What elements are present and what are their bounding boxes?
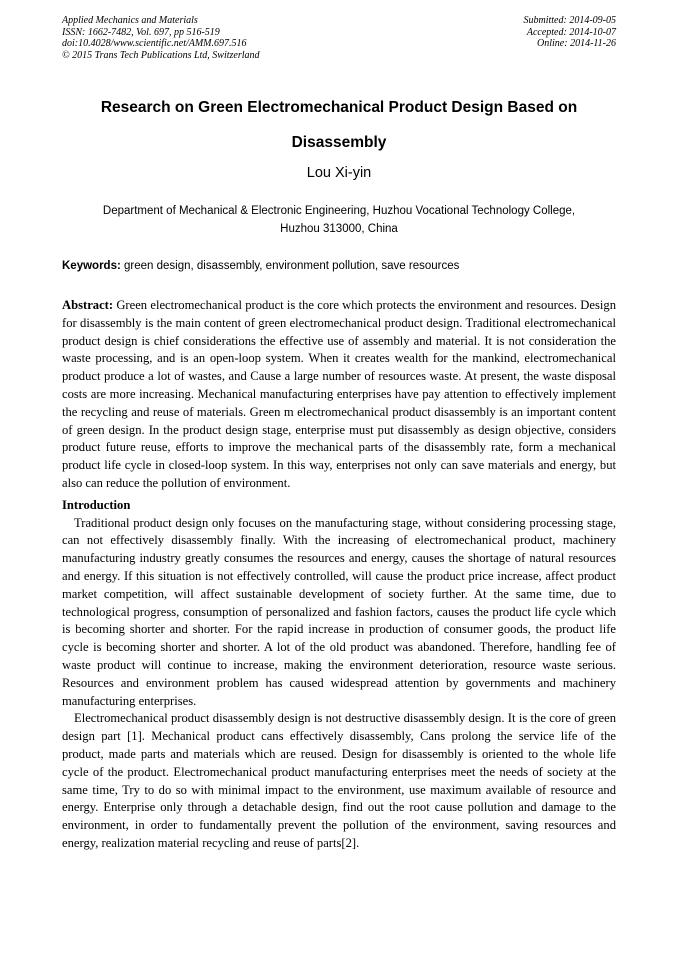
- affiliation: [62, 202, 616, 238]
- doi-line: doi:10.4028/www.scientific.net/AMM.697.516: [62, 38, 247, 49]
- title-line-1: Research on Green Electromechanical Product Design Based on: [100, 99, 578, 116]
- abstract-label: Abstract:: [62, 298, 114, 312]
- online-date: Online: 2014-11-26: [537, 38, 616, 49]
- publication-dates: [524, 15, 617, 50]
- abstract: [62, 297, 616, 493]
- title-line-2: Disassembly: [291, 134, 387, 151]
- publication-info: [62, 15, 260, 61]
- intro-paragraph-2: Electromechanical product disassembly design is not destructive disassembly design. It is the core of green design part [1]. Mechanical product cans effectively disassembly, Cans prolong the service life of the product, made parts and materials which are reused. Design for disassembly is oriented to the whole life cycle of the product. Electromechanical product manufacturing enterprises meet the needs of society at the same time, Try to do so with minimal impact to the environment, use maximum available of resource and energy. Enterprise only through a detachable design, find out the root cause pollution and damage to the environment, in order to fundamentally prevent the pollution of the environment, saving resources and energy, realization material recycling and reuse of parts[2].: [62, 711, 616, 850]
- intro-paragraph-1: Traditional product design only focuses on the manufacturing stage, without considering processing stage, can not effectively disassembly finally. With the increasing of electromechanical product, machinery manufacturing industry greatly consumes the resources and energy, causes the shortage of natural resources and energy. If this situation is not effectively controlled, will cause the product price increase, affect product market competition, will affect sustainable development of society further. At the same time, due to technological progress, consumption of personalized and fashion factors, causes the product life cycle which is becoming shorter and shorter. For the rapid increase in production of consumer goods, the product life cycle is becoming shorter and shorter. A lot of the old product was abandoned. Therefore, handling fee of waste product will continue to increase, making the environment deterioration, resource waste serious. Resources and environment problem has caused widespread attention by governments and machinery manufacturing enterprises.: [62, 515, 616, 708]
- copyright-line: © 2015 Trans Tech Publications Ltd, Switzerland: [62, 49, 260, 61]
- keywords-text: green design, disassembly, environment pollution, save resources: [120, 260, 460, 272]
- author: Lou Xi-yin: [306, 165, 372, 181]
- journal-name: Applied Mechanics and Materials: [62, 15, 198, 26]
- keywords-label: Keywords:: [62, 260, 121, 272]
- affiliation-line-2: Huzhou 313000, China: [280, 223, 398, 235]
- issn-line: ISSN: 1662-7482, Vol. 697, pp 516-519: [62, 26, 220, 38]
- affiliation-line-1: Department of Mechanical & Electronic Engineering, Huzhou Vocational Technology College,: [102, 205, 576, 217]
- accepted-date: Accepted: 2014-10-07: [526, 26, 616, 38]
- keywords: [62, 260, 616, 272]
- intro-heading: Introduction: [62, 497, 131, 512]
- submitted-date: Submitted: 2014-09-05: [523, 15, 616, 26]
- paper-title: [62, 90, 616, 160]
- paper-body: [62, 297, 616, 853]
- abstract-text: Green electromechanical product is the core which protects the environment and resources. Design for disassembly is the main content of green electromechanical product design. Traditional electromechanical product design is chief considerations the effective use of assembly and material. It is not consideration the waste processing, and is an open-loop system. When it creates wealth for the mankind, electromechanical product produce a lot of wastes, and Cause a large number of resources waste. At present, the waste disposal costs are more increasing. Mechanical manufacturing enterprises have pay attention to effectively implement the recycling and reuse of materials. Green m electromechanical product disassembly is an important content of green design. In the product design stage, enterprise must put disassembly as design objective, considers product future reuse, efforts to improve the mechanical parts of the disassembly rate, form a mechanical product life cycle in closed-loop system. In this way, enterprises not only can save materials and energy, but also can reduce the pollution of environment.: [62, 298, 616, 490]
